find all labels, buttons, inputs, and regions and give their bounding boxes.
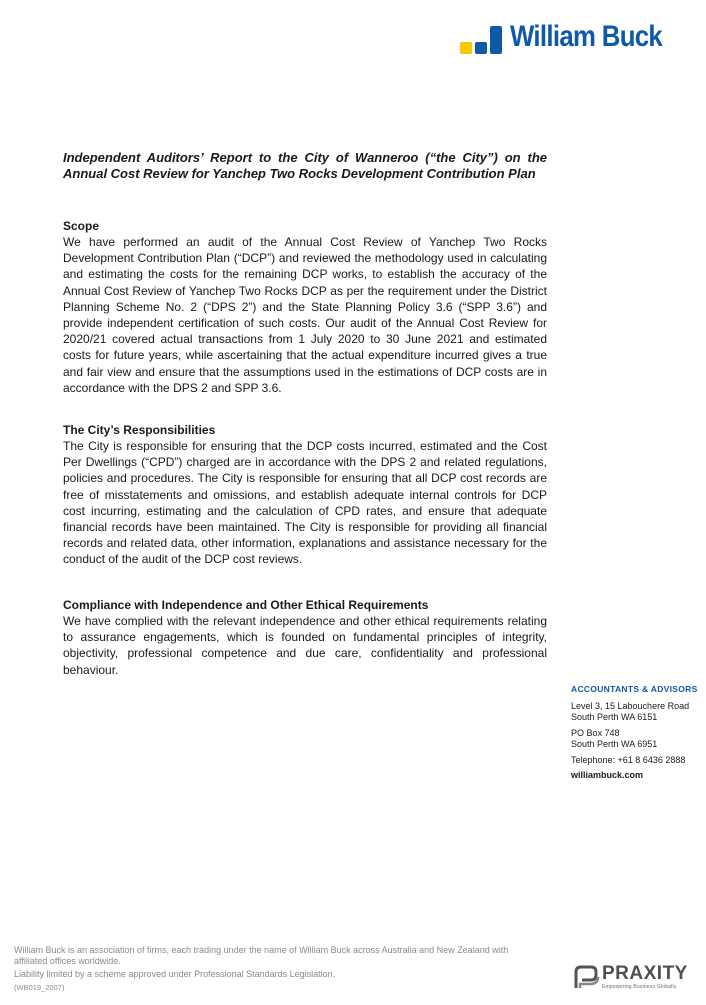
website-link[interactable]: williambuck.com bbox=[571, 770, 644, 780]
section-body-compliance: We have complied with the relevant independence and other ethical requirements relating to assurance engagements, which is founded on fundamental principles of integrity, objectivity, professional competence and due care, confidentiality and professional behaviour. bbox=[63, 614, 547, 677]
praxity-logo bbox=[572, 963, 692, 995]
address-line-2: South Perth WA 6151 bbox=[571, 712, 658, 722]
contact-block bbox=[571, 684, 701, 786]
praxity-tagline: Empowering Business Globally bbox=[602, 984, 677, 990]
logo-text: William Buck bbox=[510, 20, 663, 53]
praxity-mark-icon bbox=[572, 964, 600, 992]
contact-po-box bbox=[571, 728, 701, 751]
section-heading-scope: Scope bbox=[63, 219, 100, 233]
william-buck-logo bbox=[458, 22, 694, 56]
footer-liability-text: Liability limited by a scheme approved under Professional Standards Legislation. bbox=[14, 969, 336, 979]
footer bbox=[14, 945, 534, 995]
contact-heading: ACCOUNTANTS & ADVISORS bbox=[571, 684, 698, 694]
po-line-1: PO Box 748 bbox=[571, 727, 620, 738]
po-line-2: South Perth WA 6951 bbox=[571, 739, 658, 749]
footer-document-code: (WB019_2007) bbox=[14, 983, 65, 992]
contact-address bbox=[571, 701, 701, 724]
report-title: Independent Auditors’ Report to the City of Wanneroo (“the City”) on the Annual Cost Review for Yanchep Two Rocks Development Contribution Plan bbox=[63, 150, 547, 181]
footer-association-text: William Buck is an association of firms, each trading under the name of William Buck across Australia and New Zealand with affiliated offices worldwide. bbox=[14, 945, 509, 966]
section-heading-compliance: Compliance with Independence and Other Ethical Requirements bbox=[63, 598, 429, 612]
address-line-1: Level 3, 15 Labouchere Road bbox=[571, 700, 690, 711]
logo-mark-icon bbox=[458, 22, 506, 56]
praxity-name: PRAXITY bbox=[602, 963, 688, 984]
contact-telephone: Telephone: +61 8 6436 2888 bbox=[571, 754, 686, 765]
section-body-responsibilities: The City is responsible for ensuring that the DCP costs incurred, estimated and the Cost Per Dwellings (“CPD”) charged are in accordance with the DPS 2 and related regulations, policies and procedures. The City is responsible for ensuring that all DCP cost records are free of misstatements and omissions, and establish adequate internal controls for DCP cost incurring, estimating and the calculation of CPD rates, and ensure that adequate financial records have been maintained. The City is responsible for providing all financial records and related data, other information, explanations and assistance necessary for the conduct of the audit of the DCP cost reviews. bbox=[63, 439, 547, 567]
section-heading-responsibilities: The City’s Responsibilities bbox=[63, 423, 216, 437]
section-body-scope: We have performed an audit of the Annual Cost Review of Yanchep Two Rocks Development Contribution Plan (“DCP”) and reviewed the methodology used in calculating and estimating the costs for the remaining DCP works, to establish the accuracy of the Annual Cost Review of Yanchep Two Rocks DCP as per the requirement under the District Planning Scheme No. 2 (“DPS 2”) and the State Planning Policy 3.6 (“SPP 3.6”) and provide independent certification of such costs. Our audit of the Annual Cost Review for 2020/21 covered actual transactions from 1 July 2020 to 30 June 2021 and estimated costs for future years, while ascertaining that the actual expenditure incurred gives a true and fair view and ensure that the assumptions used in the estimations of DCP costs are in accordance with the DPS 2 and SPP 3.6. bbox=[63, 235, 547, 395]
